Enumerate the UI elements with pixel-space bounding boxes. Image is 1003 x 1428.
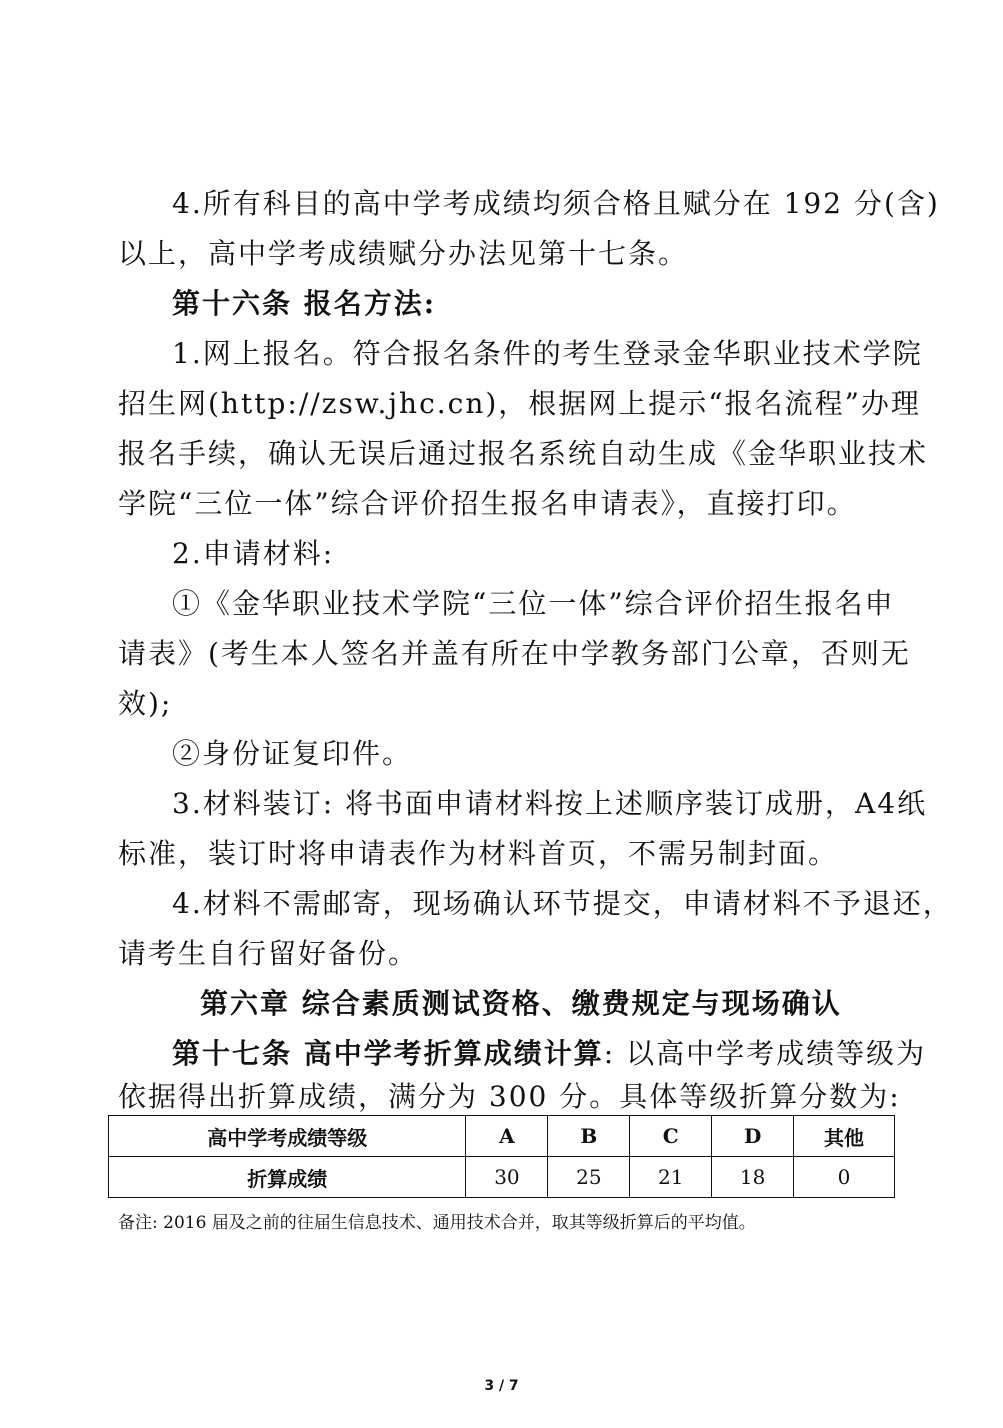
article-17-text: : 以高中学考成绩等级为 xyxy=(603,1037,927,1070)
paragraph-line: 依据得出折算成绩，满分为 300 分。具体等级折算分数为: xyxy=(118,1080,901,1113)
table-cell: 其他 xyxy=(794,1116,895,1157)
paragraph-line: 请表》(考生本人签名并盖有所在中学教务部门公章，否则无 xyxy=(118,637,911,670)
table-cell: A xyxy=(466,1116,548,1157)
table-cell: 0 xyxy=(794,1157,895,1198)
paragraph-line: 效); xyxy=(118,687,173,720)
paragraph-line: 以上，高中学考成绩赋分办法见第十七条。 xyxy=(118,237,689,270)
table-cell: 高中学考成绩等级 xyxy=(109,1116,466,1157)
table-cell: 25 xyxy=(548,1157,630,1198)
paragraph-line: 报名手续，确认无误后通过报名系统自动生成《金华职业技术 xyxy=(118,437,929,470)
page-number: 3 / 7 xyxy=(484,1378,519,1394)
paragraph-line: 学院“三位一体”综合评价招生报名申请表》，直接打印。 xyxy=(118,487,857,520)
paragraph-line: 4.材料不需邮寄，现场确认环节提交，申请材料不予退还， xyxy=(172,887,953,920)
paragraph-line: ②身份证复印件。 xyxy=(172,737,413,770)
table-note: 备注: 2016 届及之前的往届生信息技术、通用技术合并，取其等级折算后的平均值。 xyxy=(118,1213,756,1233)
table-cell: D xyxy=(712,1116,794,1157)
paragraph-line: 3.材料装订: 将书面申请材料按上述顺序装订成册，A4纸 xyxy=(172,787,928,820)
paragraph-line: 1.网上报名。符合报名条件的考生登录金华职业技术学院 xyxy=(172,337,923,370)
table-header-row xyxy=(109,1116,895,1157)
paragraph-line: 请考生自行留好备份。 xyxy=(118,937,419,970)
table-cell: 21 xyxy=(630,1157,712,1198)
materials-heading: 2.申请材料: xyxy=(172,537,335,570)
paragraph-line: ①《金华职业技术学院“三位一体”综合评价招生报名申 xyxy=(172,587,895,620)
table-cell: 30 xyxy=(466,1157,548,1198)
table-cell: 折算成绩 xyxy=(109,1157,466,1198)
paragraph-line: 4.所有科目的高中学考成绩均须合格且赋分在 192 分(含) xyxy=(172,187,940,220)
grade-conversion-table xyxy=(108,1115,895,1198)
article-17-heading: 第十七条 高中学考折算成绩计算 xyxy=(172,1037,604,1070)
table-cell: 18 xyxy=(712,1157,794,1198)
table-row xyxy=(109,1157,895,1198)
paragraph-line: 标准，装订时将申请表作为材料首页，不需另制封面。 xyxy=(118,837,839,870)
chapter-6-heading: 第六章 综合素质测试资格、缴费规定与现场确认 xyxy=(200,987,842,1020)
article-17-line xyxy=(0,1036,1003,1072)
table-cell: B xyxy=(548,1116,630,1157)
article-16-heading: 第十六条 报名方法: xyxy=(172,287,437,320)
table-cell: C xyxy=(630,1116,712,1157)
paragraph-line: 招生网(http://zsw.jhc.cn)，根据网上提示“报名流程”办理 xyxy=(118,387,921,420)
